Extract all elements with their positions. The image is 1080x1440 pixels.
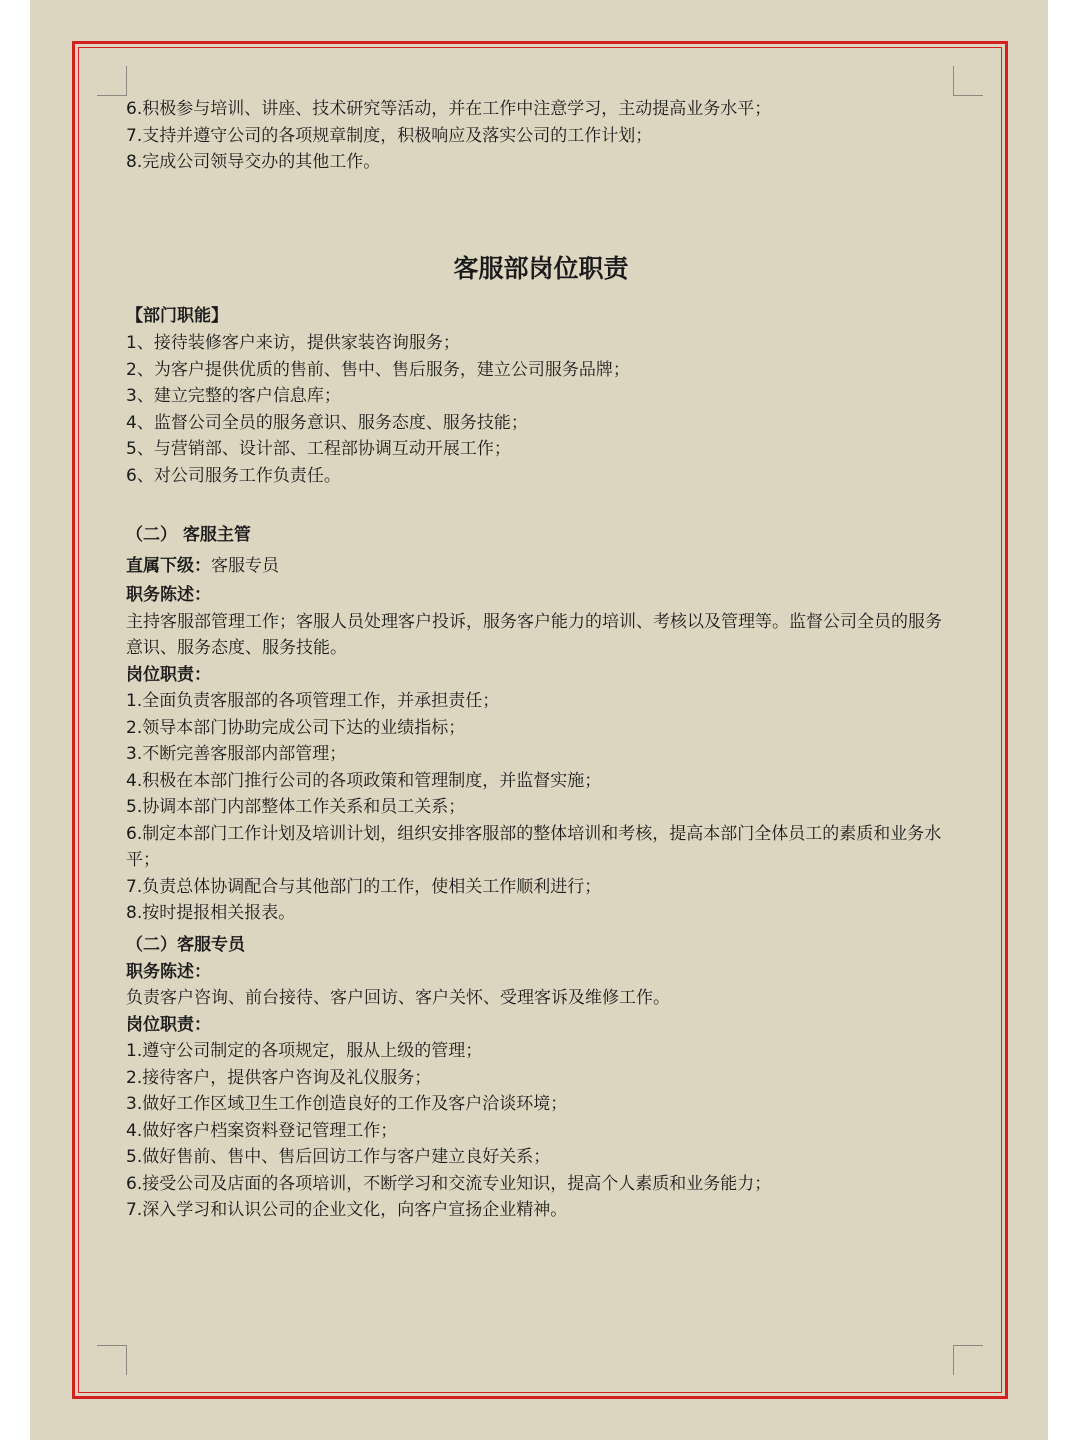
list-item: 5、与营销部、设计部、工程部协调互动开展工作； xyxy=(126,439,511,459)
desc-text: 主持客服部管理工作；客服人员处理客户投诉，服务客户能力的培训、考核以及管理等。监督公司全员的服务意识、服务态度、服务技能。 xyxy=(126,611,942,658)
list-item: 4.做好客户档案资料登记管理工作； xyxy=(126,1120,398,1141)
list-item: 3.不断完善客服部内部管理； xyxy=(126,744,347,764)
desc-label: 职务陈述： xyxy=(126,961,211,982)
list-item: 6.接受公司及店面的各项培训，不断学习和交流专业知识，提高个人素质和业务能力； xyxy=(126,1173,772,1194)
specialist-section xyxy=(126,932,956,1224)
corner-mark-bottom-right xyxy=(953,1345,983,1375)
duty-label: 岗位职责： xyxy=(126,1014,211,1035)
desc-label: 职务陈述： xyxy=(126,585,211,605)
list-item: 8.完成公司领导交办的其他工作。 xyxy=(126,152,381,172)
list-item: 7.负责总体协调配合与其他部门的工作，使相关工作顺利进行； xyxy=(126,876,602,897)
list-item: 1.全面负责客服部的各项管理工作，并承担责任； xyxy=(126,691,500,711)
section-heading: 【部门职能】 xyxy=(126,306,228,326)
duty-label: 岗位职责： xyxy=(126,664,211,685)
intro-list xyxy=(126,96,956,176)
list-item: 5.做好售前、售中、售后回访工作与客户建立良好关系； xyxy=(126,1147,551,1167)
list-item: 2.接待客户，提供客户咨询及礼仪服务； xyxy=(126,1067,432,1088)
supervisor-section xyxy=(126,520,956,927)
department-section xyxy=(126,302,956,489)
list-item: 6.积极参与培训、讲座、技术研究等活动，并在工作中注意学习，主动提高业务水平； xyxy=(126,99,772,119)
list-item: 8.按时提报相关报表。 xyxy=(126,903,296,923)
corner-mark-top-right xyxy=(953,66,983,96)
subordinate-label: 直属下级： xyxy=(126,556,211,576)
section-heading: （二）客服专员 xyxy=(126,935,245,955)
page-title: 客服部岗位职责 xyxy=(453,254,629,283)
list-item: 7.支持并遵守公司的各项规章制度，积极响应及落实公司的工作计划； xyxy=(126,125,653,146)
list-item: 2、为客户提供优质的售前、售中、售后服务，建立公司服务品牌； xyxy=(126,359,630,380)
list-item: 1.遵守公司制定的各项规定，服从上级的管理； xyxy=(126,1041,483,1061)
desc-text: 负责客户咨询、前台接待、客户回访、客户关怀、受理客诉及维修工作。 xyxy=(126,988,670,1008)
corner-mark-top-left xyxy=(97,66,127,96)
list-item: 3、建立完整的客户信息库； xyxy=(126,386,341,406)
list-item: 4.积极在本部门推行公司的各项政策和管理制度，并监督实施； xyxy=(126,770,602,791)
list-item: 3.做好工作区域卫生工作创造良好的工作及客户洽谈环境； xyxy=(126,1094,568,1114)
list-item: 2.领导本部门协助完成公司下达的业绩指标； xyxy=(126,717,466,738)
corner-mark-bottom-left xyxy=(97,1345,127,1375)
subordinate-line xyxy=(126,550,956,582)
subordinate-value: 客服专员 xyxy=(211,556,279,576)
list-item: 5.协调本部门内部整体工作关系和员工关系； xyxy=(126,797,466,817)
list-item: 4、监督公司全员的服务意识、服务态度、服务技能； xyxy=(126,412,528,433)
list-item: 6.制定本部门工作计划及培训计划，组织安排客服部的整体培训和考核，提高本部门全体员工的素质和业务水平； xyxy=(126,823,942,870)
list-item: 7.深入学习和认识公司的企业文化，向客户宣扬企业精神。 xyxy=(126,1200,568,1220)
section-heading: （二） 客服主管 xyxy=(126,525,251,545)
list-item: 1、接待装修客户来访，提供家装咨询服务； xyxy=(126,333,460,353)
list-item: 6、对公司服务工作负责任。 xyxy=(126,465,341,486)
